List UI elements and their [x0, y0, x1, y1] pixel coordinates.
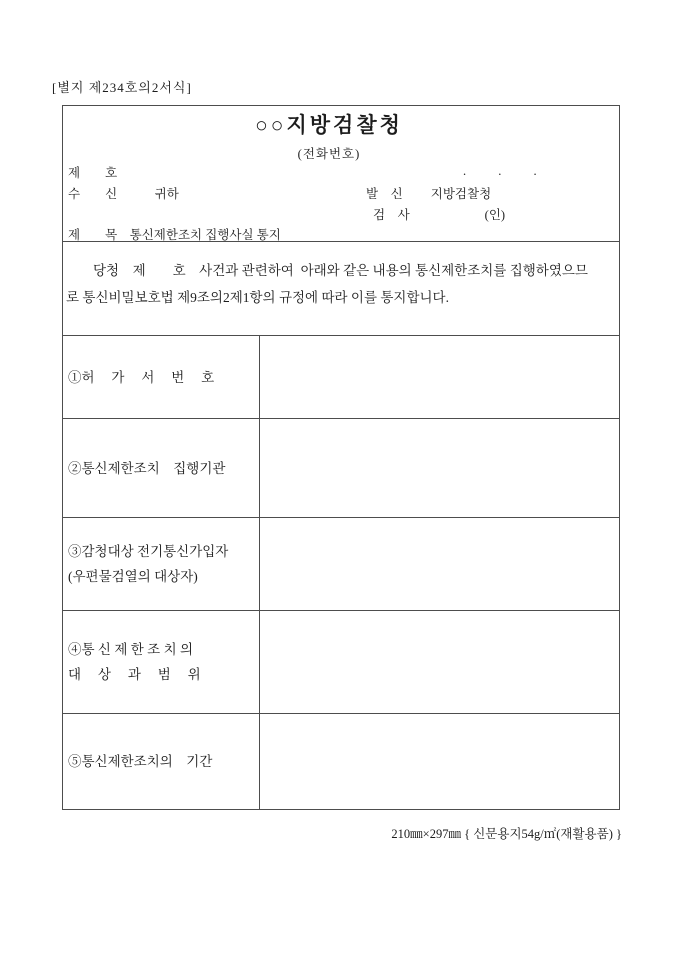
form-table: [63, 335, 619, 809]
paper-spec-footer: 210㎜×297㎜ { 신문용지54g/㎡(재활용품) }: [391, 827, 622, 841]
row-value-scope: [260, 611, 619, 713]
row-label-text: ③감청대상 전기통신가입자: [68, 544, 229, 559]
document-number-field: 제 호: [68, 166, 118, 180]
row-label-permit-number: [63, 336, 260, 418]
sender-field: 발 신 지방검찰청: [366, 187, 492, 201]
form-border-box: [62, 105, 620, 810]
subject-field: 제 목 통신제한조치 집행사실 통지: [68, 228, 281, 242]
row-value-period: [260, 714, 619, 809]
row-label-text: ④통 신 제 한 조 치 의: [68, 642, 194, 657]
notice-paragraph-line-2: 로 통신비밀보호법 제9조의2제1항의 규정에 따라 이를 통지합니다.: [66, 290, 449, 305]
row-label-text: 대 상 과 범 위: [68, 667, 201, 682]
row-label-text: ②통신제한조치 집행기관: [68, 460, 226, 476]
table-row-executing-agency: [63, 418, 619, 517]
row-value-subscriber: [260, 518, 619, 610]
table-row-scope: [63, 610, 619, 713]
row-label-text: ①허 가 서 번 호: [68, 369, 215, 385]
table-row-subscriber: [63, 517, 619, 610]
row-label-text: (우편물검열의 대상자): [68, 569, 198, 584]
row-label-executing-agency: [63, 419, 260, 517]
notice-paragraph-line-1: 당청 제 호 사건과 관련하여 아래와 같은 내용의 통신제한조치를 집행하였으므: [66, 263, 588, 278]
date-placeholder: . . .: [463, 164, 538, 178]
row-value-executing-agency: [260, 419, 619, 517]
table-row-period: [63, 713, 619, 809]
row-label-subscriber: [63, 518, 260, 610]
table-row-permit-number: [63, 335, 619, 418]
form-reference-label: [별지 제234호의2서식]: [52, 80, 192, 95]
recipient-field: 수 신 귀하: [68, 187, 179, 201]
header-divider-line: [63, 241, 619, 242]
phone-number-label: (전화번호): [297, 147, 361, 161]
notice-paragraph: [66, 257, 616, 311]
row-value-permit-number: [260, 336, 619, 418]
row-label-text: ⑤통신제한조치의 기간: [68, 754, 213, 769]
row-label-scope: [63, 611, 260, 713]
agency-title: ○○지방검찰청: [255, 113, 403, 137]
prosecutor-seal-field: 검 사 (인): [373, 208, 506, 222]
row-label-period: [63, 714, 260, 809]
